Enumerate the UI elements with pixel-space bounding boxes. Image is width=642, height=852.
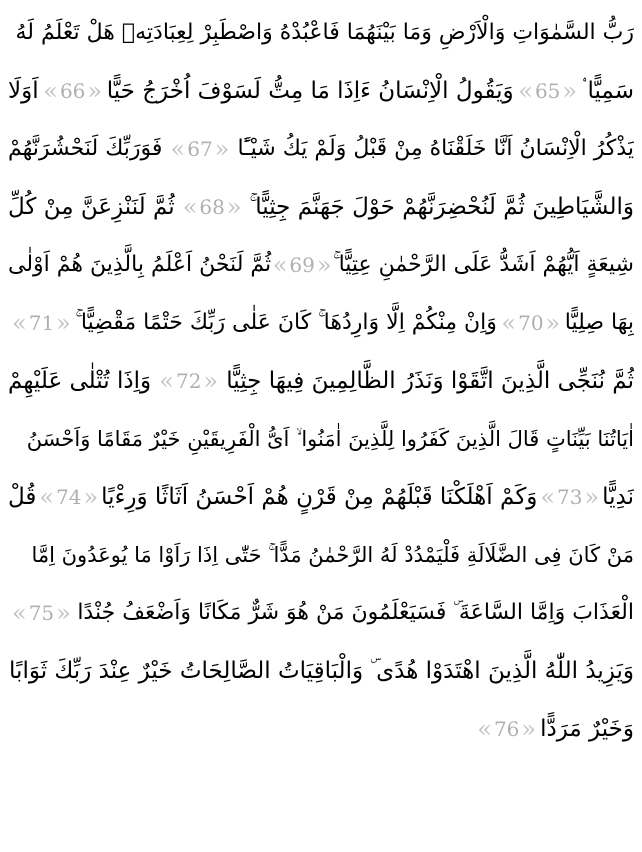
ayah-number: 71 — [28, 311, 55, 335]
verse-text: وَكَمْ اَهْلَكْنَا قَبْلَهُمْ مِنْ قَرْنٍ هُمْ اَحْسَنُ اَثَاثًا وَرِءْيًا — [101, 484, 538, 510]
text-line — [8, 642, 634, 700]
verse-text: نَدِيًّا — [602, 484, 634, 510]
text-line — [8, 700, 634, 758]
verse-text: وَالشَّيَاطِينَ ثُمَّ لَنُحْضِرَنَّهُمْ حَوْلَ جَهَنَّمَ جِثِيًّا ۚ — [249, 194, 634, 220]
ornament-right-icon: » — [214, 135, 230, 163]
verse-text: ثُمَّ لَنَحْنُ اَعْلَمُ بِالَّذِينَ هُمْ اَوْلٰى — [8, 252, 272, 277]
ayah-number-marker — [43, 76, 102, 106]
ornament-right-icon: » — [226, 193, 242, 221]
ornament-left-icon: « — [501, 309, 517, 337]
ayah-number: 72 — [175, 369, 202, 393]
text-line — [8, 62, 634, 120]
text-line — [8, 410, 634, 468]
ornament-right-icon: » — [584, 483, 600, 511]
verse-text: مَنْ كَانَ فِى الضَّلَالَةِ فَلْيَمْدُدْ لَهُ الرَّحْمٰنُ مَدًّا ۚ حَتّٰى اِذَا رَاَوْا مَا يُوعَدُونَ اِمَّا — [31, 543, 634, 567]
text-line — [8, 468, 634, 526]
verse-text: وَيَقُولُ الْاِنْسَانُ ءَاِذَا مَا مِتُّ لَسَوْفَ اُخْرَجُ حَيًّا — [106, 78, 514, 104]
verse-text: وَخَيْرٌ مَرَدًّا — [540, 716, 634, 742]
ornament-right-icon: » — [545, 309, 561, 337]
ayah-number: 65 — [534, 79, 561, 103]
verse-text: يَذْكُرُ الْاِنْسَانُ اَنَّا خَلَقْنَاهُ مِنْ قَبْلُ وَلَمْ يَكُ شَيْـًٔا — [237, 136, 634, 161]
ornament-left-icon: « — [12, 599, 27, 627]
verse-text: فَوَرَبِّكَ لَنَحْشُرَنَّهُمْ — [8, 136, 163, 161]
ayah-number-marker — [40, 482, 97, 512]
ornament-left-icon: « — [12, 309, 27, 337]
verse-text: الْعَذَابَ وَاِمَّا السَّاعَةَ ۜ فَسَيَعْلَمُونَ مَنْ هُوَ شَرٌّ مَكَانًا وَاَضْعَفُ جُنْدًا — [77, 600, 634, 625]
ayah-number-marker — [541, 482, 598, 512]
text-line — [8, 352, 634, 410]
verse-text: شِيعَةٍ اَيُّهُمْ اَشَدُّ عَلَى الرَّحْمٰنِ عِتِيًّا ۚ — [333, 252, 634, 277]
text-line — [8, 4, 634, 62]
ayah-number-marker — [12, 308, 71, 338]
ornament-left-icon: « — [272, 251, 288, 279]
verse-text: قُلْ — [8, 484, 37, 510]
ornament-right-icon: » — [56, 309, 71, 337]
ornament-right-icon: » — [56, 599, 71, 627]
ayah-number-marker — [159, 366, 218, 396]
ayah-number-marker — [518, 76, 577, 106]
text-line — [8, 526, 634, 584]
ayah-number-marker — [183, 192, 242, 222]
ornament-left-icon: « — [39, 483, 55, 511]
text-line — [8, 294, 634, 352]
ornament-right-icon: » — [203, 367, 219, 395]
ayah-number: 67 — [187, 137, 213, 161]
ornament-left-icon: « — [170, 135, 186, 163]
verse-text: وَاِذَا تُتْلٰى عَلَيْهِمْ — [8, 368, 152, 394]
ornament-left-icon: « — [518, 77, 533, 105]
ornament-right-icon: » — [83, 483, 99, 511]
verse-text: سَمِيًّا ۟ — [581, 78, 634, 104]
ayah-number-marker — [12, 598, 71, 628]
verse-text: ثُمَّ لَنَنْزِعَنَّ مِنْ كُلِّ — [8, 194, 175, 220]
verse-text: ثُمَّ نُنَجِّى الَّذِينَ اتَّقَوْا وَنَذَرُ الظَّالِمِينَ فِيهَا جِثِيًّا — [226, 368, 634, 394]
verse-text: اَوَلَا — [8, 78, 39, 104]
ayah-number: 68 — [199, 195, 225, 219]
ayah-number: 75 — [28, 601, 55, 625]
ayah-number-marker — [272, 250, 332, 280]
ornament-left-icon: « — [477, 715, 492, 743]
ornament-left-icon: « — [540, 483, 556, 511]
ornament-right-icon: » — [87, 77, 103, 105]
ornament-left-icon: « — [182, 193, 198, 221]
text-line — [8, 584, 634, 642]
ayah-number-marker — [171, 134, 230, 164]
ornament-left-icon: « — [159, 367, 174, 395]
ayah-number: 66 — [59, 79, 86, 103]
ayah-number-marker — [477, 714, 536, 744]
ayah-number: 76 — [493, 717, 520, 741]
text-line — [8, 120, 634, 178]
ayah-number: 70 — [518, 311, 544, 335]
ornament-right-icon: » — [316, 251, 332, 279]
ornament-right-icon: » — [562, 77, 578, 105]
ayah-number-marker — [501, 308, 560, 338]
verse-text: وَيَزِيدُ اللّٰهُ الَّذِينَ اهْتَدَوْا هُدًى ۜ وَالْبَاقِيَاتُ الصَّالِحَاتُ خَيْرٌ عِنْدَ رَبِّكَ ثَوَابًا — [9, 658, 634, 684]
text-line — [8, 236, 634, 294]
verse-text: وَاِنْ مِنْكُمْ اِلَّا وَارِدُهَا ۚ كَانَ عَلٰى رَبِّكَ حَتْمًا مَقْضِيًّا ۚ — [75, 310, 497, 335]
ornament-left-icon: « — [43, 77, 58, 105]
ornament-right-icon: » — [521, 715, 537, 743]
ayah-number: 73 — [557, 485, 583, 509]
ayah-number: 74 — [56, 485, 82, 509]
verse-text: اٰيَاتُنَا بَيِّنَاتٍ قَالَ الَّذِينَ كَفَرُوا لِلَّذِينَ اٰمَنُوا ۙ اَىُّ الْفَرِيقَيْنِ خَيْرٌ مَقَامًا وَاَحْسَنُ — [26, 427, 634, 451]
verse-text: رَبُّ السَّمٰوَاتِ وَالْاَرْضِ وَمَا بَيْنَهُمَا فَاعْبُدْهُ وَاصْطَبِرْ لِعِبَادَتِهۜ هَلْ تَعْلَمُ لَهُ — [15, 20, 634, 45]
text-line — [8, 178, 634, 236]
ayah-number: 69 — [289, 253, 315, 277]
verse-text: بِهَا صِلِيًّا — [564, 310, 634, 335]
